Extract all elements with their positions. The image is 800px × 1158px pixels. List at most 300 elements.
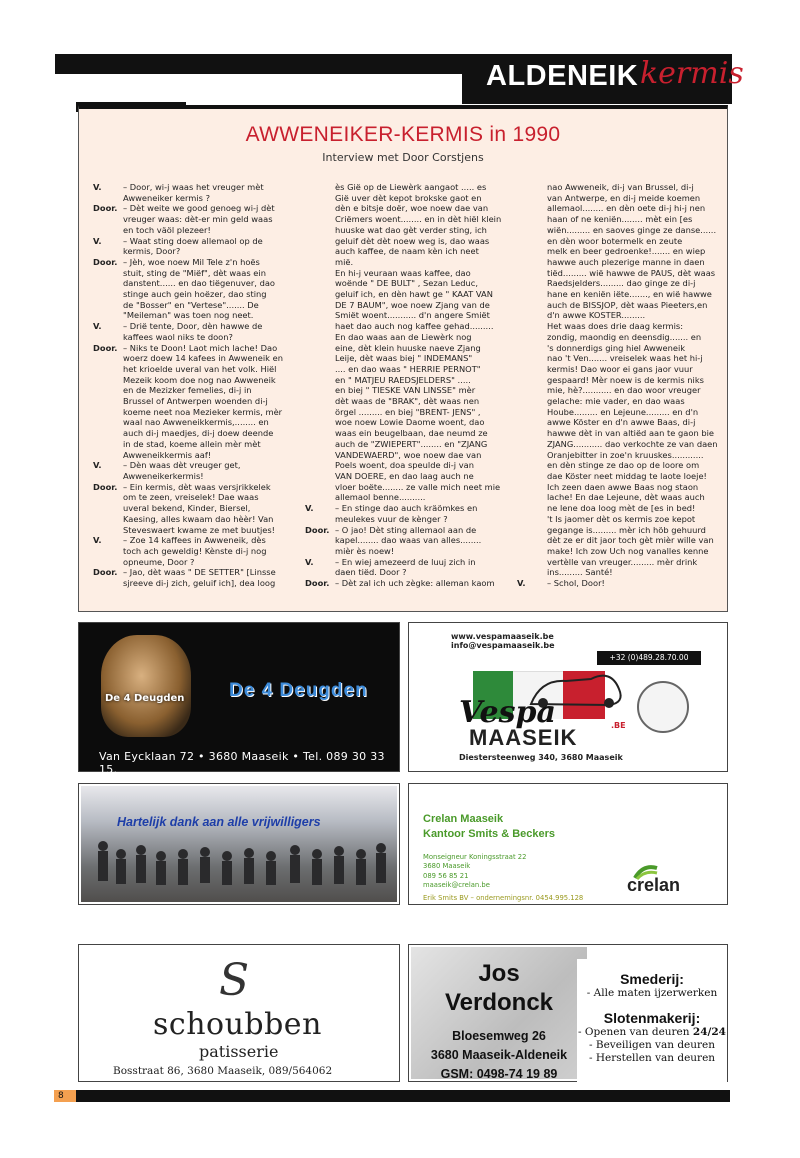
speaker-label xyxy=(517,310,547,321)
speaker-label xyxy=(305,567,335,578)
speaker-label xyxy=(305,535,335,546)
line-text: wiën......... en saoves ginge ze danse...... xyxy=(547,224,717,235)
speaker-label xyxy=(305,450,335,461)
speaker-label: Door. xyxy=(305,524,330,535)
speaker-label xyxy=(517,268,547,279)
crelan-tel: 089 56 85 21 xyxy=(423,871,469,880)
article-line xyxy=(93,193,303,204)
line-text: Raedsjelders......... dao ginge ze di-j xyxy=(547,278,696,289)
article-line xyxy=(93,492,303,503)
line-text: Ich zeen daen awwe Baas nog staon xyxy=(547,481,699,492)
line-text: en de Mezizker femelies, di-j in xyxy=(123,385,252,396)
speaker-label xyxy=(93,503,123,514)
article-line xyxy=(517,417,727,428)
article-line xyxy=(93,375,303,386)
article-line xyxy=(305,567,517,578)
article-line xyxy=(517,300,727,311)
speaker-label xyxy=(93,193,123,204)
article-line xyxy=(305,396,517,407)
line-text: van Antwerpe, en di-j meide koemen xyxy=(547,192,701,203)
line-text: woerz doew 14 kafees in Awweneik en xyxy=(123,353,283,364)
article-line xyxy=(305,246,517,257)
line-text: allemaol........ en dèn oete di-j hi-j nen xyxy=(547,203,706,214)
thanks-caption: Hartelijk dank aan alle vrijwilligers xyxy=(117,815,321,829)
article-line xyxy=(93,546,303,557)
line-text: – Waat sting doew allemaol op de xyxy=(123,235,263,246)
article-line xyxy=(517,439,727,450)
jos-first-name: Jos xyxy=(478,960,520,987)
line-text: make! Ich zow Uch nog vanalles kenne xyxy=(547,545,709,556)
jos-city: 3680 Maaseik-Aldeneik xyxy=(430,1048,568,1062)
line-text: vreuger waas: dèt-er min geld waas xyxy=(123,214,273,225)
speaker-label xyxy=(93,471,123,482)
line-text: danstent...... en dao tiëgenuver, dao xyxy=(123,278,276,289)
line-text: mië. xyxy=(335,256,354,267)
speaker-label xyxy=(517,289,547,300)
line-text: Brussel of Antwerpen woenden di-j xyxy=(123,396,268,407)
line-text: mièr ès noew! xyxy=(335,545,395,556)
speaker-label xyxy=(305,439,335,450)
article-title: AWWENEIKER-KERMIS in 1990 xyxy=(245,123,561,146)
line-text: – Dèt weite we good genoeg wi-j dèt xyxy=(123,203,275,214)
deugden-title: De 4 Deugden xyxy=(229,680,368,701)
article-line xyxy=(305,546,517,557)
line-text: woënde " DE BULT" , Sezan Leduc, xyxy=(335,278,479,289)
speaker-label xyxy=(93,332,123,343)
speaker-label xyxy=(517,353,547,364)
article-line xyxy=(305,203,517,214)
ad-de-4-deugden[interactable] xyxy=(78,622,400,776)
crelan-branch: Kantoor Smits & Beckers xyxy=(423,828,556,840)
line-text: – Door, wi-j waas het vreuger mèt xyxy=(123,182,264,192)
article-line xyxy=(305,482,517,493)
speaker-label: V. xyxy=(93,535,102,546)
speaker-label xyxy=(93,450,123,461)
line-text: – Zoe 14 kaffees in Awweneik, dès xyxy=(123,535,266,546)
line-text: "Meileman" was toen nog neet. xyxy=(123,310,254,321)
article-line xyxy=(305,578,517,589)
speaker-label xyxy=(305,203,335,214)
volunteers-photo xyxy=(78,783,400,905)
slotenmakerij-item-1 xyxy=(577,1026,727,1039)
speaker-label xyxy=(517,332,547,343)
line-text: het krioelde uveral van het volk. Hiël xyxy=(123,363,277,374)
article-line xyxy=(517,535,727,546)
article-line xyxy=(305,514,517,525)
line-text: örgel ......... en biej "BRENT- JENS" , xyxy=(335,406,481,417)
article-line xyxy=(305,310,517,321)
article-line xyxy=(305,289,517,300)
line-text: d'n awwe KOSTER......... xyxy=(547,310,646,321)
speaker-label xyxy=(517,214,547,225)
slotenmakerij-item-3: - Herstellen van deuren xyxy=(588,1052,716,1064)
speaker-label xyxy=(93,546,123,557)
vespa-city: MAASEIK xyxy=(469,725,578,750)
speaker-label xyxy=(305,300,335,311)
group-photo xyxy=(81,786,397,902)
speaker-label xyxy=(517,471,547,482)
line-text: toch ach geweldig! Kènste di-j nog xyxy=(123,545,267,556)
speaker-label xyxy=(517,343,547,354)
jos-address xyxy=(411,1027,587,1084)
line-text: hawwe dèt in van altiëd aan te gaon bie xyxy=(547,428,715,439)
statue-caption: De 4 Deugden xyxy=(105,693,185,704)
speaker-label xyxy=(305,460,335,471)
speaker-label xyxy=(305,417,335,428)
line-text: ins......... Santé! xyxy=(547,567,613,578)
line-text: .... en dao waas " HERRIE PERNOT" xyxy=(335,363,481,374)
speaker-label xyxy=(305,257,335,268)
article-line xyxy=(93,439,303,450)
speaker-label xyxy=(305,482,335,493)
speaker-label: V. xyxy=(93,321,102,332)
line-text: Het waas does drie daag kermis: xyxy=(547,321,684,332)
article-line xyxy=(93,321,303,332)
crelan-street: Monseigneur Koningsstraat 22 xyxy=(423,853,527,861)
kermis-banner xyxy=(462,54,744,104)
article-line xyxy=(93,278,303,289)
article-line xyxy=(305,321,517,332)
line-text: dae Köster neet middag te laote loeje! xyxy=(547,470,707,481)
vespa-ad-body xyxy=(431,629,701,760)
speaker-label xyxy=(93,557,123,568)
article-line xyxy=(93,460,303,471)
article-line xyxy=(517,353,727,364)
line-text: geluif dèt dèt noew weg is, dao waas xyxy=(335,235,490,246)
line-text: – O jao! Dèt sting allemaol aan de xyxy=(335,524,477,535)
line-text: om te zeen, vreiselek! Dae waas xyxy=(123,492,259,503)
line-text: in de stad, koeme allein mèr mèt xyxy=(123,438,261,449)
jos-services xyxy=(577,959,727,1083)
jos-gsm: GSM: 0498-74 19 89 xyxy=(440,1067,558,1081)
line-text: DE 7 BAUM", woe noew Zjang van de xyxy=(335,299,490,310)
line-text: melk en beer gedroenke!....... en wiep xyxy=(547,246,706,257)
article-line xyxy=(93,310,303,321)
line-text: mie, hè?........... en dao woor vreuger xyxy=(547,385,701,396)
article-line xyxy=(93,471,303,482)
article-line xyxy=(517,214,727,225)
speaker-label xyxy=(305,471,335,482)
speaker-label xyxy=(93,417,123,428)
line-text: kermis, Door? xyxy=(123,246,181,257)
line-text: nao Awweneik, di-j van Brussel, di-j xyxy=(547,182,694,192)
article-line xyxy=(93,417,303,428)
article-line xyxy=(93,428,303,439)
article-line xyxy=(305,471,517,482)
article-line xyxy=(517,482,727,493)
article-subtitle: Interview met Door Corstjens xyxy=(322,151,484,164)
jos-last-name: Verdonck xyxy=(444,989,554,1016)
line-text: en dèn stinge ze dao op de loore om xyxy=(547,460,700,471)
article-column-1 xyxy=(93,182,303,589)
people-silhouettes xyxy=(91,836,391,894)
line-text: uveral bekend, Kinder, Biersel, xyxy=(123,503,251,514)
ad-crelan[interactable] xyxy=(408,783,728,905)
line-text: – Jèh, woe noew Mil Tele z'n hoës xyxy=(123,256,260,267)
line-text: Smiët woent........... d'n angere Smiët xyxy=(335,310,490,321)
article-line xyxy=(517,385,727,396)
line-text: 's donnerdigs ging hiel Awweneik xyxy=(547,342,686,353)
speaker-label xyxy=(517,439,547,450)
line-text: – Schol, Door! xyxy=(547,578,605,589)
line-text: kapel........ dao waas van alles........ xyxy=(335,535,482,546)
article-line xyxy=(517,525,727,536)
article-line xyxy=(517,203,727,214)
speaker-label xyxy=(93,364,123,375)
smederij-heading: Smederij: xyxy=(620,971,684,987)
article-line xyxy=(93,246,303,257)
speaker-label xyxy=(305,375,335,386)
speaker-label xyxy=(93,310,123,321)
article-line xyxy=(93,203,303,214)
vespa-phone: +32 (0)489.28.70.00 xyxy=(597,651,701,665)
speaker-label: Door. xyxy=(93,342,118,353)
slotenmakerij-item-1-hours: 24/24 xyxy=(692,1026,726,1038)
speaker-label xyxy=(305,193,335,204)
article-line xyxy=(305,503,517,514)
line-text: stuit, sting de "Miëf", dèt waas ein xyxy=(123,267,266,278)
crelan-city: 3680 Maaseik xyxy=(423,862,471,871)
speaker-label xyxy=(93,289,123,300)
article-line xyxy=(517,246,727,257)
vespa-tld: .BE xyxy=(611,721,626,730)
line-text: auch kaffee, de naam kèn ich neet xyxy=(335,246,479,257)
speaker-label xyxy=(93,353,123,364)
line-text: ne lene doa loog mèt de [es in bed! xyxy=(547,503,696,514)
speaker-label xyxy=(305,514,335,525)
brand-title: ALDENEIK xyxy=(486,60,639,92)
speaker-label xyxy=(305,492,335,503)
article-line xyxy=(93,407,303,418)
speaker-label xyxy=(517,225,547,236)
vespa-address: Diestersteenweg 340, 3680 Maaseik xyxy=(459,753,623,762)
speaker-label xyxy=(305,364,335,375)
speaker-label xyxy=(93,300,123,311)
speaker-label xyxy=(93,514,123,525)
speaker-label xyxy=(517,492,547,503)
article-line xyxy=(93,482,303,493)
speaker-label xyxy=(517,450,547,461)
line-text: dèt waas de "BRAK", dèt waas nen xyxy=(335,396,480,407)
ad-vespa-maaseik[interactable] xyxy=(408,622,728,772)
article-line xyxy=(93,332,303,343)
line-text: Gië uver dèt kepot brokske gaot en xyxy=(335,192,482,203)
line-text: kaffees waol niks te doon? xyxy=(123,331,233,342)
article-line xyxy=(93,557,303,568)
speaker-label xyxy=(517,278,547,289)
line-text: geluif ich, en dèn hawt ge " KAAT VAN xyxy=(335,289,493,300)
speaker-label xyxy=(305,407,335,418)
speaker-label xyxy=(517,514,547,525)
crelan-ad-body xyxy=(417,790,717,902)
speaker-label xyxy=(305,428,335,439)
article-line xyxy=(305,332,517,343)
article-line xyxy=(517,193,727,204)
line-text: ès Gië op de Liewèrk aangaot ..... es xyxy=(335,182,487,192)
line-text: gegange is......... mèr ich höb gehuurd xyxy=(547,524,706,535)
speaker-label xyxy=(305,236,335,247)
line-text: – Jao, dèt waas " DE SETTER" [Linsse xyxy=(123,567,276,578)
speaker-label xyxy=(517,557,547,568)
vespa-logo: Vespa xyxy=(459,695,556,730)
article-line xyxy=(93,535,303,546)
line-text: en dèn woor botermelk en zeute xyxy=(547,235,683,246)
line-text: gelache: mie vader, en dao waas xyxy=(547,396,685,407)
article-line xyxy=(305,353,517,364)
speaker-label xyxy=(305,289,335,300)
line-text: – Ein kermis, dèt waas versjrikkelek xyxy=(123,481,271,492)
line-text: dèn e bitsje doër, woe noew dae van xyxy=(335,203,489,214)
article-line xyxy=(93,343,303,354)
speaker-label xyxy=(93,278,123,289)
speaker-label xyxy=(517,407,547,418)
vespa-email[interactable]: info@vespamaaseik.be xyxy=(451,641,555,650)
deugden-address: Van Eycklaan 72 • 3680 Maaseik • Tel. 089 30 33 15. xyxy=(99,750,385,776)
speaker-label xyxy=(517,460,547,471)
footer-bar xyxy=(54,1090,730,1102)
article-line xyxy=(517,557,727,568)
line-text: kermis! Dao woor ei gans jaor vuur xyxy=(547,363,693,374)
speaker-label xyxy=(93,428,123,439)
article-line xyxy=(517,546,727,557)
article-line xyxy=(517,332,727,343)
speaker-label xyxy=(517,396,547,407)
article xyxy=(78,105,728,612)
article-line xyxy=(517,450,727,461)
ad-jos-verdonck[interactable] xyxy=(408,944,728,1082)
statue-image xyxy=(101,635,191,737)
speaker-label xyxy=(305,385,335,396)
line-text: auch de "ZWIEPERT"........ en "ZJANG xyxy=(335,438,488,449)
article-line xyxy=(93,567,303,578)
line-text: de "Bosser" en "Vertese"....... De xyxy=(123,299,259,310)
line-text: auch de BISSJOP, dèt waas Pieeters,en xyxy=(547,299,708,310)
line-text: Steveswaert kwame ze met buutjes! xyxy=(123,524,276,535)
article-line xyxy=(517,343,727,354)
speaker-label: V. xyxy=(93,460,102,471)
article-line xyxy=(305,236,517,247)
article-column-3 xyxy=(517,182,727,589)
speaker-label: Door. xyxy=(93,567,118,578)
crelan-title xyxy=(423,812,555,842)
speaker-label xyxy=(517,246,547,257)
article-line xyxy=(305,364,517,375)
line-text: En dao waas aan de Liewèrk nog xyxy=(335,331,472,342)
schoubben-ad-body xyxy=(107,949,369,1079)
article-line xyxy=(93,364,303,375)
speaker-label xyxy=(93,407,123,418)
page-number: 8 xyxy=(54,1090,76,1102)
article-line xyxy=(517,375,727,386)
article-line xyxy=(93,385,303,396)
speaker-label xyxy=(517,417,547,428)
line-text: Awweneiker kermis ? xyxy=(123,192,210,203)
line-text: waas ein beugelbaan, dae neumd ze xyxy=(335,428,488,439)
speaker-label xyxy=(93,375,123,386)
article-line xyxy=(93,257,303,268)
line-text: Criëmers woent........ en in dèt hiël klein xyxy=(335,214,502,225)
line-text: – En wiej amezeerd de luuj zich in xyxy=(335,556,476,567)
line-text: dèt ze er dit jaor toch gèt mièr wille van xyxy=(547,535,714,546)
article-line xyxy=(305,182,517,193)
line-text: vloer boëte........ ze valle mich neet mie xyxy=(335,481,501,492)
speaker-label xyxy=(517,321,547,332)
article-line xyxy=(305,257,517,268)
vespa-web[interactable]: www.vespamaaseik.be xyxy=(451,632,554,641)
line-text: 't Is jaomer dèt os kermis zoe kepot xyxy=(547,513,696,524)
line-text: Mezeik koom doe nog nao Awweneik xyxy=(123,374,276,385)
article-line xyxy=(517,428,727,439)
line-text: VANDEWAERD", woe noew dae van xyxy=(335,449,482,460)
crelan-email[interactable]: maaseik@crelan.be xyxy=(423,881,490,890)
line-text: Kaesing, alles kwaam dao hèèr! Van xyxy=(123,513,274,524)
article-line xyxy=(517,310,727,321)
line-text: en toch väöl plezeer! xyxy=(123,224,211,235)
line-text: haet dao auch nog kaffee gehad......... xyxy=(335,321,494,332)
smederij-item: - Alle maten ijzerwerken xyxy=(586,987,718,999)
article-line xyxy=(517,182,727,193)
article-line xyxy=(305,375,517,386)
article-line xyxy=(517,396,727,407)
article-line xyxy=(517,268,727,279)
line-text: gespaard! Mèr noew is de kermis niks xyxy=(547,374,704,385)
article-line xyxy=(305,525,517,536)
article-line xyxy=(517,289,727,300)
speaker-label xyxy=(93,396,123,407)
schoubben-address: Bosstraat 86, 3680 Maaseik, 089/564062 xyxy=(113,1065,333,1077)
speaker-label: V. xyxy=(305,556,314,567)
article-line xyxy=(93,396,303,407)
speaker-label xyxy=(517,482,547,493)
line-text: hane en keniën iëte......., en wië hawwe xyxy=(547,289,712,300)
line-text: – Dèn waas dèt vreuger get, xyxy=(123,460,241,471)
line-text: huuske wat dao gèt verder sting, ich xyxy=(335,224,487,235)
ad-schoubben[interactable] xyxy=(78,944,400,1082)
line-text: en " MATJEU RAEDSJELDERS" ..... xyxy=(335,374,471,385)
speaker-label xyxy=(517,203,547,214)
article-line xyxy=(93,450,303,461)
brand-script: kermis xyxy=(640,56,744,91)
line-text: – Niks te Doon! Laot mich lache! Dao xyxy=(123,342,278,353)
article-line xyxy=(93,503,303,514)
speaker-label xyxy=(517,193,547,204)
article-line xyxy=(517,321,727,332)
speaker-label: Door. xyxy=(93,481,118,492)
speaker-label xyxy=(305,343,335,354)
schoubben-name: schoubben xyxy=(153,1007,322,1042)
slotenmakerij-item-2: - Beveiligen van deuren xyxy=(588,1039,716,1051)
line-text: Awweneikerkermis! xyxy=(123,470,204,481)
speaker-label xyxy=(93,225,123,236)
article-line xyxy=(305,428,517,439)
line-text: – Dèt zal ich uch zègke: alleman kaom xyxy=(335,578,495,589)
speaker-label: V. xyxy=(93,235,102,246)
line-text: en biej " TIESKE VAN LINSSE" mèr xyxy=(335,385,476,396)
line-text: koeme neet noa Mezieker kermis, mèr xyxy=(123,406,283,417)
speaker-label xyxy=(517,546,547,557)
speaker-label xyxy=(517,525,547,536)
speaker-label: V. xyxy=(93,182,102,192)
article-line xyxy=(305,417,517,428)
crelan-logo: crelan xyxy=(627,875,681,895)
article-line xyxy=(517,514,727,525)
speaker-label xyxy=(305,246,335,257)
speaker-label xyxy=(517,385,547,396)
line-text: hawwe auch plezerige manne in daen xyxy=(547,256,705,267)
speaker-label xyxy=(305,321,335,332)
line-text: – Drië tente, Door, dèn hawwe de xyxy=(123,321,263,332)
article-line xyxy=(305,460,517,471)
